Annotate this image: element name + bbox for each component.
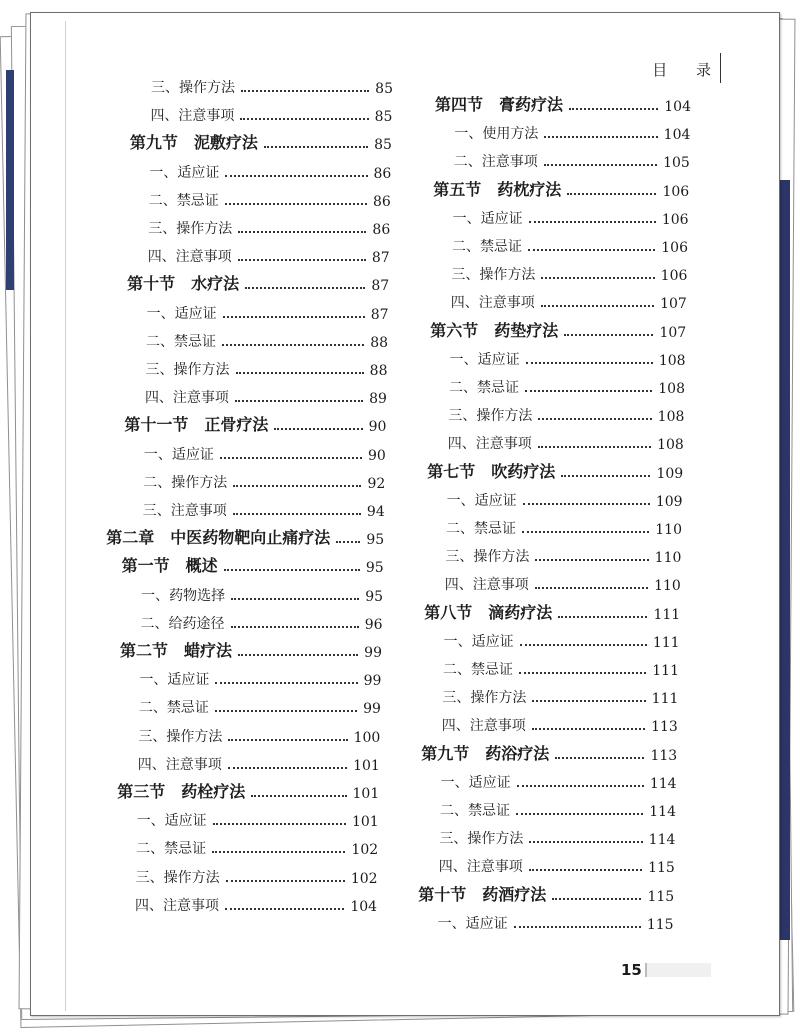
toc-entry: [136, 834, 378, 858]
toc-entry-label: 四、注意事项: [137, 756, 222, 773]
toc-entry-page: 115: [647, 888, 675, 905]
toc-entry-page: 85: [375, 81, 393, 97]
leader-dots: [519, 672, 646, 674]
toc-entry: [454, 119, 690, 143]
toc-entry-label: 三、操作方法: [145, 362, 230, 378]
toc-entry-page: 113: [650, 747, 678, 764]
toc-entry-label: 二、禁忌证: [449, 380, 519, 396]
toc-entry: [451, 260, 687, 284]
leader-dots: [561, 475, 650, 477]
toc-entry-label: 第一节 概述: [121, 556, 218, 576]
toc-entry-page: 102: [350, 870, 378, 887]
leader-dots: [564, 334, 653, 336]
toc-entry-page: 100: [353, 729, 381, 746]
toc-entry-label: 第四节 膏药疗法: [435, 95, 564, 114]
leader-dots: [526, 362, 653, 364]
leader-dots: [529, 841, 642, 843]
page-number-bar: [645, 963, 711, 977]
toc-entry-page: 111: [652, 634, 680, 651]
leader-dots: [222, 344, 364, 346]
toc-entry-label: 四、注意事项: [147, 249, 232, 266]
toc-entry: [147, 299, 389, 323]
toc-entry-label: 一、适应证: [146, 305, 217, 322]
toc-entry-label: 三、操作方法: [148, 221, 233, 237]
leader-dots: [535, 587, 648, 589]
toc-entry-label: 四、注意事项: [450, 295, 535, 312]
toc-entry: [139, 665, 381, 689]
toc-entry-label: 三、操作方法: [138, 728, 223, 745]
toc-entry-label: 三、操作方法: [151, 80, 235, 96]
toc-entry-page: 95: [365, 560, 384, 577]
leader-dots: [224, 569, 360, 571]
toc-entry: [445, 570, 681, 594]
toc-entry-label: 三、操作方法: [439, 831, 524, 848]
leader-dots: [223, 316, 365, 318]
leader-dots: [516, 813, 643, 815]
leader-dots: [228, 767, 347, 769]
leader-dots: [215, 710, 357, 712]
toc-entry-label: 二、禁忌证: [138, 700, 209, 717]
toc-entry-page: 101: [353, 757, 380, 774]
toc-entry-page: 87: [371, 278, 390, 295]
toc-entry: [143, 468, 385, 492]
toc-entry: [138, 722, 380, 746]
toc-entry-page: 87: [371, 250, 390, 267]
toc-entry-label: 第五节 药枕疗法: [433, 179, 562, 199]
leader-dots: [212, 851, 345, 853]
toc-entry-label: 一、适应证: [443, 633, 514, 650]
leader-dots: [228, 739, 347, 741]
toc-entry-page: 90: [368, 419, 387, 436]
toc-entry-label: 四、注意事项: [447, 436, 532, 453]
toc-entry: [448, 429, 684, 453]
toc-entry-page: 108: [657, 409, 685, 426]
toc-entry: [146, 355, 388, 379]
gutter-line: [65, 21, 66, 1011]
toc-entry-label: 二、注意事项: [453, 154, 538, 171]
toc-entry-page: 111: [651, 691, 679, 708]
toc-section: [418, 881, 674, 905]
toc-entry: [141, 609, 383, 633]
toc-entry-page: 108: [657, 437, 684, 454]
toc-entry-page: 110: [655, 522, 682, 538]
toc-entry-page: 105: [663, 155, 690, 172]
toc-section: [421, 740, 677, 764]
toc-entry: [439, 824, 675, 848]
toc-entry-label: 第十节 药酒疗法: [418, 884, 547, 904]
toc-entry-page: 90: [368, 447, 386, 464]
toc-entry: [442, 711, 678, 735]
cover-edge-right: [780, 180, 790, 940]
toc-entry-label: 二、禁忌证: [443, 662, 513, 678]
leader-dots: [525, 390, 652, 392]
toc-entry-label: 三、操作方法: [135, 869, 220, 886]
leader-dots: [538, 418, 651, 420]
toc-entry-label: 二、禁忌证: [446, 521, 516, 537]
leader-dots: [541, 305, 654, 307]
leader-dots: [231, 598, 359, 600]
leader-dots: [236, 372, 364, 374]
leader-dots: [213, 823, 346, 825]
leader-dots: [238, 259, 366, 261]
toc-entry-page: 99: [363, 701, 381, 718]
toc-section: [127, 270, 389, 294]
toc-entry: [448, 401, 684, 425]
toc-entry: [442, 683, 678, 707]
toc-entry-label: 一、药物选择: [141, 587, 226, 604]
toc-section: [122, 552, 384, 576]
leader-dots: [225, 203, 367, 205]
toc-entry: [139, 693, 381, 717]
toc-section: [427, 458, 683, 482]
toc-entry-page: 108: [658, 381, 685, 397]
toc-entry-page: 111: [652, 663, 679, 679]
toc-entry-label: 二、禁忌证: [136, 841, 207, 858]
toc-entry: [145, 383, 387, 407]
leader-dots: [233, 485, 361, 487]
toc-entry-label: 第十节 水疗法: [127, 274, 240, 294]
leader-dots: [522, 531, 649, 533]
toc-entry: [438, 909, 674, 933]
toc-section: [124, 411, 386, 435]
toc-entry: [149, 186, 391, 210]
toc-entry-page: 95: [366, 532, 385, 549]
toc-entry-label: 第三节 药栓疗法: [117, 782, 246, 801]
toc-entry-label: 一、适应证: [440, 774, 511, 791]
toc-entry: [148, 214, 390, 238]
leader-dots: [233, 513, 361, 515]
toc-entry: [451, 288, 687, 312]
toc-entry-label: 第二章 中医药物靶向止痛疗法: [106, 528, 331, 548]
toc-entry-page: 106: [662, 183, 690, 200]
toc-entry: [443, 655, 679, 679]
toc-entry: [452, 232, 688, 256]
toc-entry-label: 三、操作方法: [442, 690, 527, 707]
leader-dots: [225, 175, 367, 177]
leader-dots: [264, 146, 368, 148]
leader-dots: [552, 898, 641, 900]
toc-entry-label: 第九节 泥敷疗法: [129, 133, 258, 153]
toc-entry-label: 二、禁忌证: [440, 803, 510, 819]
leader-dots: [251, 795, 346, 797]
leader-dots: [555, 757, 644, 759]
leader-dots: [231, 626, 359, 628]
toc-entry-label: 第八节 滴药疗法: [424, 602, 553, 622]
toc-entry: [151, 73, 393, 97]
toc-entry: [135, 891, 377, 915]
toc-entry-label: 一、适应证: [452, 210, 523, 227]
toc-entry: [447, 486, 683, 510]
toc-entry-page: 86: [372, 193, 391, 210]
leader-dots: [238, 654, 358, 656]
toc-entry: [450, 345, 686, 369]
toc-entry-page: 99: [363, 673, 382, 690]
leader-dots: [544, 164, 657, 166]
leader-dots: [529, 869, 642, 871]
toc-entry: [445, 542, 681, 566]
toc-entry-page: 110: [654, 550, 682, 567]
toc-chapter: [106, 524, 384, 548]
toc-entry-label: 一、适应证: [139, 672, 210, 689]
leader-dots: [567, 193, 656, 195]
toc-entry-label: 四、注意事项: [150, 108, 235, 125]
toc-entry-label: 四、注意事项: [444, 577, 529, 594]
toc-entry-label: 四、注意事项: [438, 859, 523, 876]
toc-entry-page: 113: [651, 719, 678, 736]
toc-entry-label: 二、禁忌证: [146, 333, 217, 350]
leader-dots: [215, 682, 357, 684]
toc-entry-page: 115: [646, 916, 674, 933]
leader-dots: [235, 400, 363, 402]
toc-entry-page: 107: [659, 324, 687, 341]
toc-entry-label: 一、适应证: [143, 446, 214, 463]
toc-section: [130, 129, 392, 153]
toc-entry-label: 二、禁忌证: [148, 192, 219, 209]
leader-dots: [529, 221, 656, 223]
toc-entry-label: 第二节 蜡疗法: [120, 641, 233, 660]
toc-entry-page: 88: [370, 334, 389, 351]
leader-dots: [520, 644, 647, 646]
toc-entry-label: 第十一节 正骨疗法: [124, 415, 269, 435]
toc-entry-page: 104: [663, 127, 691, 144]
toc-entry-page: 104: [350, 898, 378, 915]
toc-entry-page: 95: [365, 588, 384, 605]
toc-entry: [449, 373, 685, 397]
leader-dots: [226, 880, 345, 882]
toc-entry-label: 二、禁忌证: [452, 239, 522, 255]
toc-entry: [143, 496, 385, 520]
page-number: 15: [621, 961, 642, 979]
toc-entry: [439, 852, 675, 876]
toc-entry: [446, 514, 682, 538]
leader-dots: [558, 616, 647, 618]
toc-entry: [453, 204, 689, 228]
toc-entry-page: 87: [370, 306, 389, 323]
toc-entry-page: 111: [653, 606, 681, 623]
leader-dots: [569, 108, 658, 110]
toc-entry: [136, 863, 378, 887]
toc-entry-label: 四、注意事项: [441, 718, 526, 735]
leader-dots: [238, 231, 366, 233]
leader-dots: [245, 287, 365, 289]
toc-entry-label: 二、操作方法: [143, 474, 228, 491]
toc-entry: [141, 581, 383, 605]
toc-entry-page: 114: [649, 775, 677, 792]
leader-dots: [241, 90, 369, 92]
leader-dots: [528, 249, 655, 251]
toc-entry-label: 三、注意事项: [142, 503, 227, 519]
toc-entry-label: 一、适应证: [449, 351, 520, 368]
toc-entry-label: 三、操作方法: [451, 267, 536, 284]
toc-entry-page: 114: [648, 832, 676, 849]
toc-entry: [144, 440, 386, 464]
leader-dots: [514, 926, 641, 928]
toc-entry-page: 85: [374, 137, 392, 154]
leader-dots: [538, 446, 651, 448]
toc-entry-label: 一、适应证: [149, 164, 220, 181]
leader-dots: [220, 457, 362, 459]
leader-dots: [225, 908, 344, 910]
leader-dots: [535, 559, 648, 561]
toc-entry-page: 101: [351, 814, 379, 831]
toc-entry-page: 99: [364, 645, 382, 661]
toc-entry-page: 104: [664, 99, 691, 115]
toc-entry-page: 110: [654, 578, 681, 595]
leader-dots: [274, 428, 362, 430]
toc-entry-page: 108: [658, 352, 686, 369]
toc-entry-label: 第七节 吹药疗法: [427, 461, 556, 481]
cover-edge-left: [6, 70, 14, 290]
toc-entry-page: 94: [366, 504, 385, 520]
toc-section: [424, 599, 680, 623]
leader-dots: [517, 785, 644, 787]
toc-page: [30, 12, 780, 1016]
toc-entry-label: 第九节 药浴疗法: [421, 743, 550, 763]
toc-entry-label: 三、操作方法: [448, 408, 533, 425]
toc-entry-label: 四、注意事项: [135, 897, 220, 914]
toc-entry-page: 88: [369, 363, 388, 379]
toc-entry-label: 一、适应证: [437, 915, 508, 932]
toc-entry-page: 115: [648, 860, 675, 877]
toc-entry-label: 一、适应证: [136, 813, 207, 830]
leader-dots: [541, 277, 654, 279]
toc-entry-page: 92: [367, 475, 386, 492]
toc-entry-page: 109: [655, 493, 683, 510]
toc-entry: [148, 242, 390, 266]
toc-entry-page: 106: [660, 268, 688, 285]
toc-entry: [444, 627, 680, 651]
leader-dots: [523, 503, 650, 505]
toc-section: [120, 637, 382, 661]
toc-entry-label: 三、操作方法: [445, 549, 530, 566]
toc-entry-page: 102: [351, 842, 379, 859]
page-header: 目 录: [652, 61, 723, 79]
toc-entry: [149, 158, 391, 182]
toc-entry: [150, 101, 392, 125]
toc-entry: [441, 768, 677, 792]
toc-section: [435, 91, 691, 115]
leader-dots: [544, 136, 657, 138]
toc-entry: [138, 750, 380, 774]
toc-entry: [440, 796, 676, 820]
toc-entry-page: 86: [372, 222, 391, 238]
toc-entry-label: 四、注意事项: [144, 390, 229, 407]
leader-dots: [532, 728, 645, 730]
toc-entry-page: 96: [364, 616, 383, 633]
toc-entry-page: 85: [374, 109, 393, 126]
toc-entry-label: 一、使用方法: [454, 126, 539, 143]
toc-entry-page: 106: [661, 211, 689, 228]
leader-dots: [532, 700, 645, 702]
toc-entry-page: 114: [649, 804, 676, 820]
toc-section: [433, 176, 689, 200]
toc-entry-label: 一、适应证: [446, 492, 517, 509]
toc-entry-page: 101: [352, 786, 380, 802]
toc-entry-label: 二、给药途径: [140, 615, 225, 632]
toc-entry-page: 86: [373, 165, 392, 182]
leader-dots: [336, 541, 360, 543]
toc-entry: [146, 327, 388, 351]
toc-entry-page: 89: [369, 391, 387, 408]
toc-entry-page: 106: [661, 240, 688, 256]
toc-entry-page: 107: [660, 296, 687, 313]
toc-entry-page: 109: [656, 465, 684, 482]
toc-entry-label: 第六节 药垫疗法: [430, 320, 559, 340]
toc-entry: [137, 806, 379, 830]
toc-entry: [454, 147, 690, 171]
toc-section: [117, 778, 379, 802]
toc-section: [430, 317, 686, 341]
leader-dots: [240, 118, 368, 120]
